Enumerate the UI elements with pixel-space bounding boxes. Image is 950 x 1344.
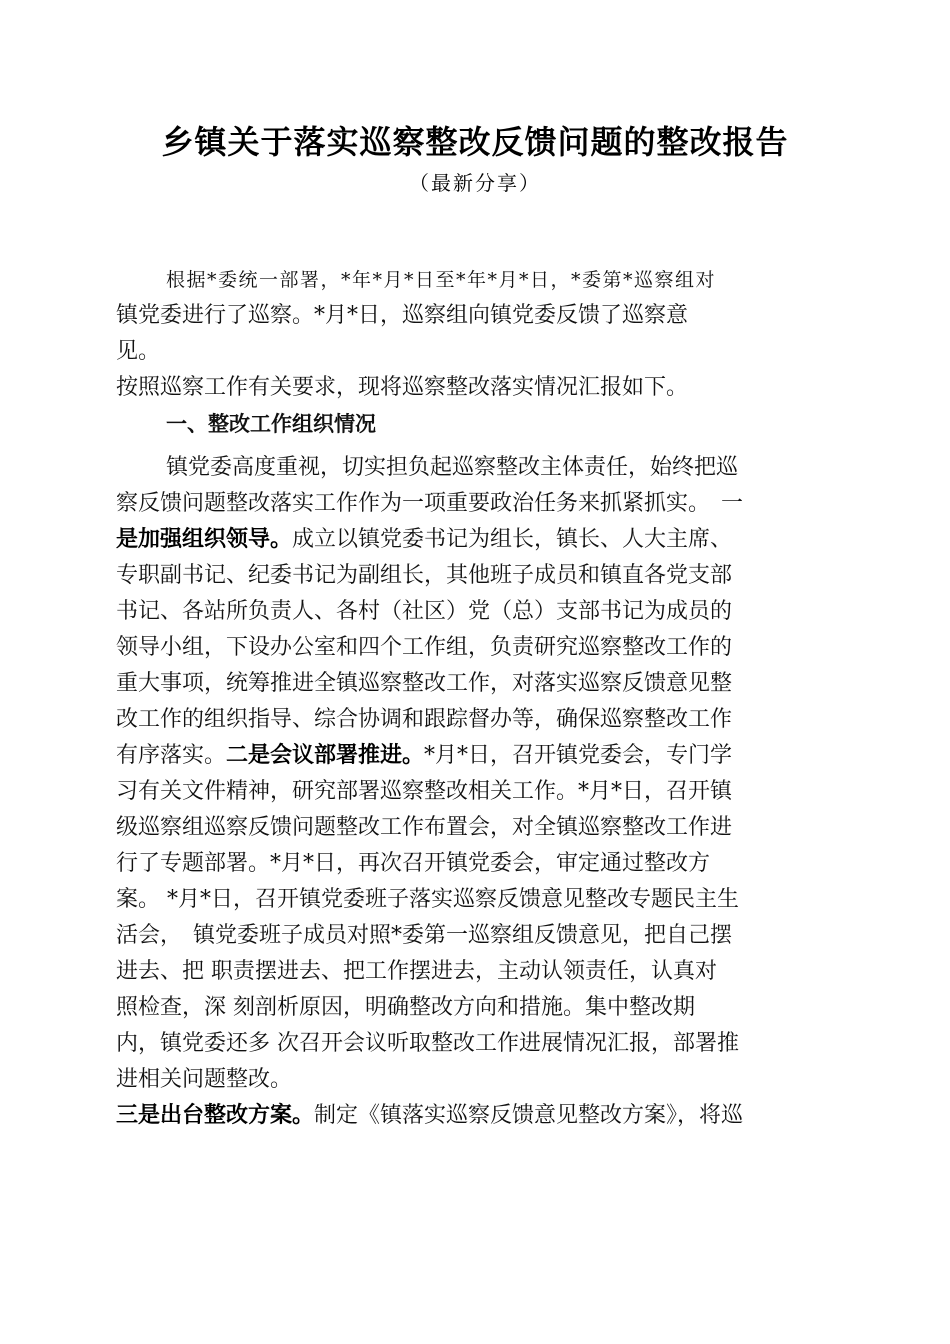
- bold-lead-phrase: 三是出台整改方案。: [116, 1103, 315, 1128]
- body-line: 按照巡察工作有关要求，现将巡察整改落实情况汇报如下。: [116, 375, 689, 400]
- body-line: 重大事项，统筹推进全镇巡察整改工作，对落实巡察反馈意见整: [116, 671, 733, 696]
- body-line: 领导小组，下设办公室和四个工作组，负责研究巡察整改工作的: [116, 635, 733, 660]
- body-line: 照检查，深 刻剖析原因，明确整改方向和措施。集中整改期: [116, 995, 695, 1020]
- body-line: 专职副书记、纪委书记为副组长，其他班子成员和镇直各党支部: [116, 563, 733, 588]
- document-title: 乡镇关于落实巡察整改反馈问题的整改报告: [161, 123, 789, 161]
- section-heading: 一、整改工作组织情况: [166, 412, 376, 436]
- body-line: 改工作的组织指导、综合协调和跟踪督办等，确保巡察整改工作: [116, 707, 733, 732]
- body-line: 进相关问题整改。: [116, 1067, 293, 1092]
- body-text: 有序落实。: [116, 743, 227, 768]
- body-line: 内，镇党委还多 次召开会议听取整改工作进展情况汇报，部署推: [116, 1031, 739, 1056]
- body-text: 成立以镇党委书记为组长，镇长、人大主席、: [292, 527, 733, 552]
- body-line: 习有关文件精神，研究部署巡察整改相关工作。*月*日，召开镇: [116, 779, 733, 804]
- body-line: 镇党委高度重视，切实担负起巡察整改主体责任，始终把巡: [166, 455, 739, 480]
- document-subtitle: （最新分享）: [409, 171, 541, 195]
- body-line: 案。 *月*日，召开镇党委班子落实巡察反馈意见整改专题民主生: [116, 887, 739, 912]
- bold-lead-phrase: 是加强组织领导。: [116, 527, 293, 552]
- body-text: *月*日，召开镇党委会，专门学: [424, 743, 733, 768]
- body-line: 见。: [116, 339, 161, 364]
- bold-lead-phrase: 二是会议部署推进。: [226, 743, 425, 768]
- body-line: 级巡察组巡察反馈问题整改工作布置会，对全镇巡察整改工作进: [116, 815, 733, 840]
- body-line: 镇党委进行了巡察。*月*日，巡察组向镇党委反馈了巡察意: [116, 303, 689, 328]
- body-line: 活会， 镇党委班子成员对照*委第一巡察组反馈意见，把自己摆: [116, 923, 733, 948]
- body-line: [116, 1098, 841, 1134]
- body-line: 察反馈问题整改落实工作作为一项重要政治任务来抓紧抓实。 一: [116, 491, 744, 516]
- body-line: 行了专题部署。*月*日，再次召开镇党委会，审定通过整改方: [116, 851, 711, 876]
- body-line: 根据*委统一部署，*年*月*日至*年*月*日，*委第*巡察组对: [166, 269, 717, 291]
- body-line: 书记、各站所负责人、各村（社区）党（总）支部书记为成员的: [116, 599, 733, 624]
- body-line: [116, 522, 841, 558]
- body-line: [116, 738, 841, 774]
- body-text: 制定《镇落实巡察反馈意见整改方案》，将巡: [314, 1103, 744, 1128]
- body-line: 进去、把 职责摆进去、把工作摆进去，主动认领责任，认真对: [116, 959, 717, 984]
